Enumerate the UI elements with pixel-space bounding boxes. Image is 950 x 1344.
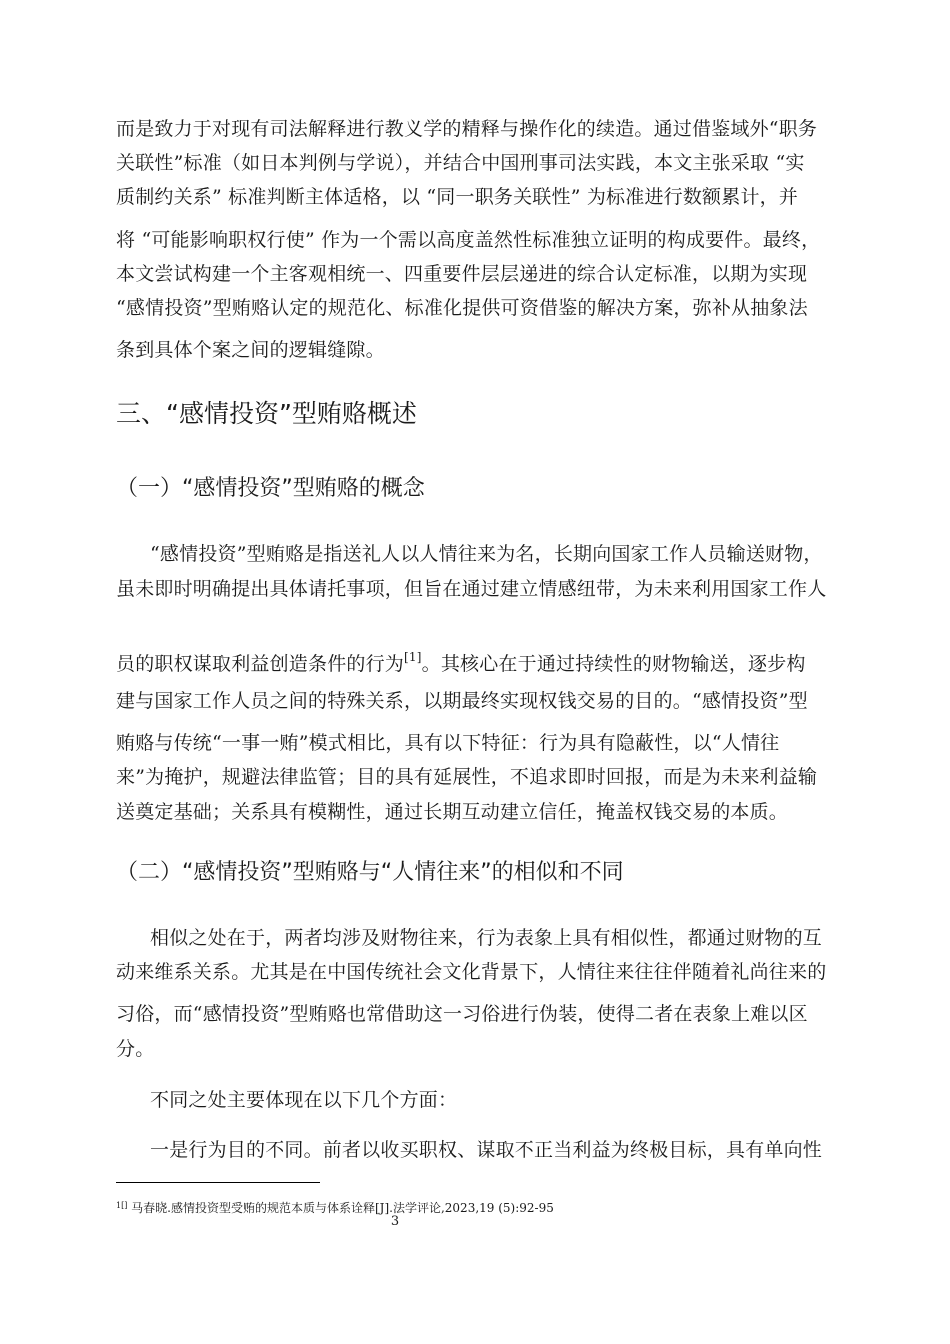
- intro-line-6: “感情投资”型贿赂认定的规范化、标准化提供可资借鉴的解决方案，弥补从抽象法: [116, 297, 808, 319]
- footnote-bracket: []: [121, 1201, 128, 1210]
- concept-line-3: [116, 644, 806, 677]
- page-number: 3: [390, 1214, 400, 1229]
- intro-line-7: 条到具体个案之间的逻辑缝隙。: [116, 339, 385, 361]
- concept-line-3-rest: 。其核心在于通过持续性的财物输送，逐步构: [421, 653, 806, 675]
- intro-line-4: 将 “可能影响职权行使” 作为一个需以高度盖然性标准独立证明的构成要件。最终，: [116, 229, 821, 251]
- intro-line-1: 而是致力于对现有司法解释进行教义学的精释与操作化的续造。通过借鉴域外“职务: [116, 118, 818, 140]
- diff-line-1: 一是行为目的不同。前者以收买职权、谋取不正当利益为终极目标，具有单向性: [150, 1139, 823, 1161]
- footnote-rule: [116, 1182, 320, 1183]
- subsection-heading-concept: （一）“感情投资”型贿赂的概念: [116, 476, 425, 501]
- concept-line-6: 来”为掩护，规避法律监管；目的具有延展性，不追求即时回报，而是为未来利益输: [116, 766, 818, 788]
- concept-line-3-text: 员的职权谋取利益创造条件的行为: [116, 653, 405, 675]
- section-heading-3: 三、“感情投资”型贿赂概述: [116, 399, 417, 428]
- diff-intro-line: 不同之处主要体现在以下几个方面：: [150, 1089, 458, 1111]
- concept-line-1: “感情投资”型贿赂是指送礼人以人情往来为名，长期向国家工作人员输送财物，: [150, 543, 823, 565]
- subsection-heading-compare: （二）“感情投资”型贿赂与“人情往来”的相似和不同: [116, 860, 624, 885]
- concept-line-2: 虽未即时明确提出具体请托事项，但旨在通过建立情感纽带，为未来利用国家工作人: [116, 578, 827, 600]
- intro-line-2: 关联性”标准（如日本判例与学说），并结合中国刑事司法实践，本文主张采取 “实: [116, 152, 805, 174]
- similar-line-1: 相似之处在于，两者均涉及财物往来，行为表象上具有相似性，都通过财物的互: [150, 927, 823, 949]
- concept-line-5: 贿赂与传统“一事一贿”模式相比，具有以下特征：行为具有隐蔽性，以“人情往: [116, 732, 780, 754]
- intro-line-3: 质制约关系” 标准判断主体适格，以 “同一职务关联性” 为标准进行数额累计，并: [116, 186, 799, 208]
- similar-line-4: 分。: [116, 1038, 155, 1060]
- intro-line-5: 本文尝试构建一个主客观相统一、四重要件层层递进的综合认定标准，以期为实现: [116, 263, 808, 285]
- footnote-text: 马春晓.感情投资型受贿的规范本质与体系诠释[J].法学评论,2023,19 (5):92-95: [131, 1201, 554, 1215]
- footnote-marker: 1: [116, 1201, 122, 1210]
- citation-ref: [1]: [404, 650, 422, 664]
- similar-line-3: 习俗，而“感情投资”型贿赂也常借助这一习俗进行伪装，使得二者在表象上难以区: [116, 1003, 808, 1025]
- similar-line-2: 动来维系关系。尤其是在中国传统社会文化背景下，人情往来往往伴随着礼尚往来的: [116, 961, 827, 983]
- concept-line-7: 送奠定基础；关系具有模糊性，通过长期互动建立信任，掩盖权钱交易的本质。: [116, 801, 789, 823]
- concept-line-4: 建与国家工作人员之间的特殊关系，以期最终实现权钱交易的目的。“感情投资”型: [116, 690, 808, 712]
